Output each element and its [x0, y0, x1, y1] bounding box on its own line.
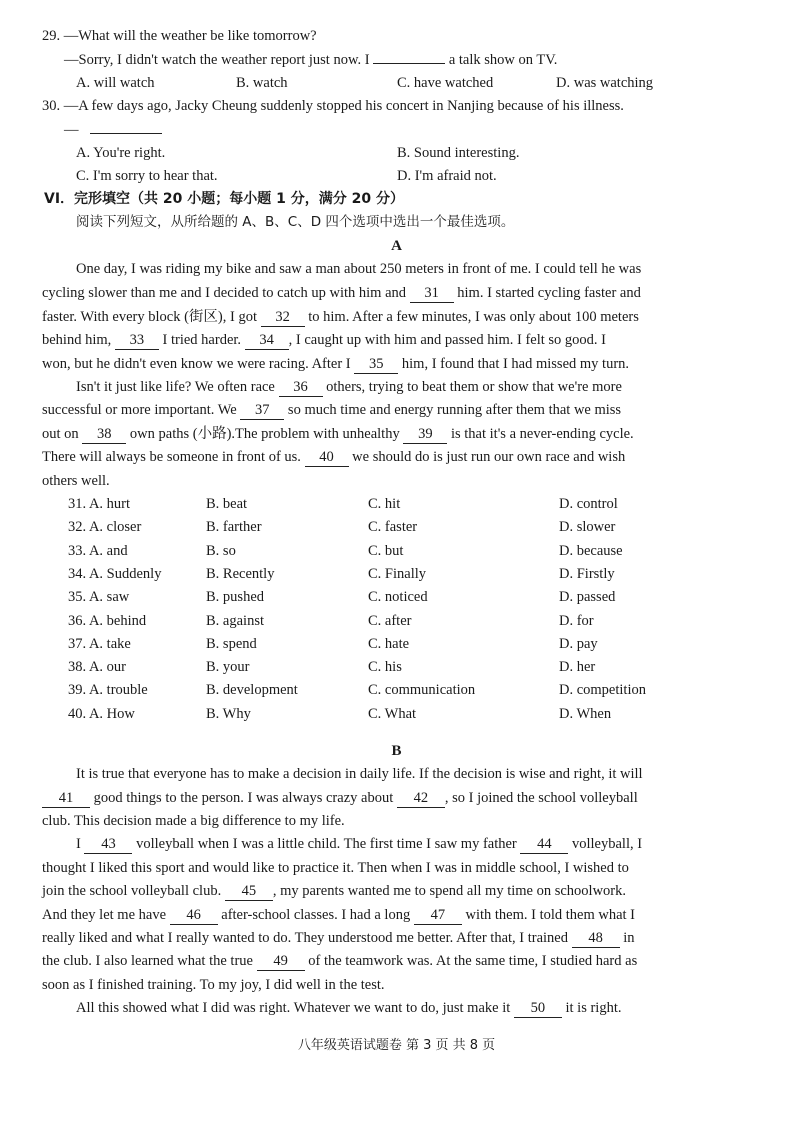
passage-text: to him. After a few minutes, I was only about 100 meters [304, 309, 639, 325]
numbered-blank[interactable]: 42 [397, 790, 445, 808]
choice-option-a[interactable]: 39. A. trouble [68, 682, 148, 699]
choice-option-c[interactable]: C. hate [368, 635, 410, 652]
passage-text: volleyball, I [568, 836, 643, 852]
choice-option-a[interactable]: 35. A. saw [68, 589, 130, 606]
passage-text: good things to the person. I was always crazy about [90, 790, 397, 806]
passage-text: join the school volleyball club. [42, 883, 225, 899]
choice-option-b[interactable]: B. your [206, 659, 250, 676]
passage-text: others well. [42, 473, 110, 489]
choice-option-b[interactable]: B. against [206, 612, 264, 629]
passage-line [42, 858, 629, 878]
numbered-blank[interactable]: 31 [410, 285, 454, 303]
numbered-blank[interactable]: 50 [514, 1000, 562, 1018]
choice-option-c[interactable]: C. faster [368, 519, 418, 536]
passage-line [42, 951, 637, 971]
choice-option-c[interactable]: C. noticed [368, 589, 428, 606]
passage-text: won, but he didn't even know we were racing. After I [42, 356, 355, 372]
numbered-blank[interactable]: 40 [305, 449, 349, 467]
q30-prompt: 30. —A few days ago, Jacky Cheung suddenly stopped his concert in Nanjing because of his illness. [42, 98, 624, 114]
choice-option-b[interactable]: B. development [206, 682, 298, 699]
choice-option-d[interactable]: D. because [559, 542, 623, 559]
numbered-blank[interactable]: 34 [245, 332, 289, 350]
numbered-blank[interactable]: 47 [414, 907, 462, 925]
answer-blank[interactable] [90, 133, 162, 134]
choice-option-b[interactable]: B. spend [206, 635, 257, 652]
passage-line [42, 424, 634, 444]
passage-text: club. This decision made a big difference to my life. [42, 813, 345, 829]
choice-option-b[interactable]: B. farther [206, 519, 262, 536]
passage-a-label: A [391, 238, 402, 254]
choice-option-d[interactable]: D. passed [559, 589, 616, 606]
choice-option-a[interactable]: 31. A. hurt [68, 496, 131, 512]
choice-option-c[interactable]: C. but [368, 542, 404, 559]
passage-text: There will always be someone in front of us. [42, 449, 305, 465]
passage-line [42, 354, 629, 374]
page-footer: 八年级英语试题卷 第 3 页 共 8 页 [297, 1038, 496, 1053]
choice-option-c[interactable]: C. What [368, 705, 417, 722]
passage-text: thought I liked this sport and would like to practice it. Then when I was in middle school, I wished to [42, 860, 629, 876]
passage-line [42, 307, 639, 327]
choice-option-c[interactable]: C. his [368, 659, 402, 676]
choice-option-c[interactable]: C. hit [368, 496, 401, 512]
passage-text: others, trying to beat them or show that we're more [322, 379, 622, 395]
passage-text: I [76, 836, 85, 852]
numbered-blank[interactable]: 33 [115, 332, 159, 350]
passage-text: soon as I finished training. To my joy, I did well in the test. [42, 977, 385, 993]
passage-text: It is true that everyone has to make a decision in daily life. If the decision is wise and right, it will [76, 766, 643, 782]
q29-option-c[interactable]: C. have watched [397, 75, 494, 91]
q30-option-c[interactable]: C. I'm sorry to hear that. [76, 168, 218, 184]
passage-text: so much time and energy running after them that we miss [284, 402, 622, 418]
passage-line [42, 788, 638, 808]
choice-option-d[interactable]: D. control [559, 496, 618, 512]
passage-text: cycling slower than me and I decided to catch up with him and [42, 285, 410, 301]
passage-line [76, 998, 622, 1018]
choice-option-d[interactable]: D. pay [559, 635, 598, 652]
choice-option-b[interactable]: B. pushed [206, 589, 264, 606]
numbered-blank[interactable]: 37 [240, 402, 284, 420]
passage-line [42, 471, 110, 491]
numbered-blank[interactable]: 43 [84, 836, 132, 854]
passage-text: , I caught up with him and passed him. I felt so good. I [288, 332, 607, 348]
passage-text: with them. I told them what I [461, 907, 636, 923]
choice-option-d[interactable]: D. for [559, 612, 594, 629]
passage-line [42, 975, 385, 995]
section-title: VI．完形填空（共 20 小题；每小题 1 分，满分 20 分） [44, 191, 404, 207]
passage-text: is that it's a never-ending cycle. [447, 426, 634, 442]
passage-text: One day, I was riding my bike and saw a man about 250 meters in front of me. I could tell he was [76, 261, 642, 277]
q30-answer-line [64, 120, 162, 140]
q29-prompt: 29. —What will the weather be like tomorrow? [42, 28, 317, 44]
passage-text: Isn't it just like life? We often race [76, 379, 279, 395]
passage-line [76, 834, 642, 854]
choice-option-a[interactable]: 37. A. take [68, 635, 131, 652]
choice-option-a[interactable]: 34. A. Suddenly [68, 565, 162, 582]
passage-text: behind him, [42, 332, 115, 348]
passage-line [76, 259, 641, 279]
q29-line2-part1: —Sorry, I didn't watch the weather report just now. I [64, 52, 370, 68]
passage-line [76, 377, 622, 397]
numbered-blank[interactable]: 36 [279, 379, 323, 397]
numbered-blank[interactable]: 32 [261, 309, 305, 327]
numbered-blank[interactable]: 48 [572, 930, 620, 948]
passage-line [42, 330, 606, 350]
q30-dash: — [64, 122, 79, 138]
answer-blank[interactable] [373, 63, 445, 64]
passage-text: after-school classes. I had a long [217, 907, 414, 923]
q29-line2-part2: a talk show on TV. [448, 52, 558, 68]
choice-option-c[interactable]: C. Finally [368, 565, 427, 582]
choice-option-d[interactable]: D. slower [559, 519, 616, 536]
passage-line [42, 811, 345, 831]
q29-option-d[interactable]: D. was watching [556, 75, 654, 91]
passage-text: really liked and what I really wanted to do. They understood me better. After that, I trained [42, 930, 572, 946]
passage-text: of the teamwork was. At the same time, I studied hard as [304, 953, 638, 969]
choice-option-a[interactable]: 32. A. closer [68, 519, 142, 536]
passage-text: And they let me have [42, 907, 170, 923]
numbered-blank[interactable]: 35 [354, 356, 398, 374]
passage-line [42, 283, 641, 303]
passage-text: the club. I also learned what the true [42, 953, 257, 969]
section-instruction: 阅读下列短文，从所给题的 A、B、C、D 四个选项中选出一个最佳选项。 [76, 214, 515, 230]
passage-text: him. I started cycling faster and [453, 285, 641, 301]
choice-option-b[interactable]: B. so [206, 542, 236, 559]
passage-text: out on [42, 426, 83, 442]
numbered-blank[interactable]: 45 [225, 883, 273, 901]
passage-text: All this showed what I did was right. Whatever we want to do, just make it [76, 1000, 514, 1016]
q29-option-a[interactable]: A. will watch [76, 75, 155, 91]
passage-text: I tried harder. [158, 332, 245, 348]
passage-text: , my parents wanted me to spend all my time on schoolwork. [272, 883, 627, 899]
passage-text: successful or more important. We [42, 402, 241, 418]
passage-line [42, 928, 635, 948]
choice-option-c[interactable]: C. communication [368, 682, 476, 699]
q30-option-b[interactable]: B. Sound interesting. [397, 145, 520, 161]
passage-line [42, 905, 635, 925]
choice-option-d[interactable]: D. competition [559, 682, 646, 699]
choice-option-a[interactable]: 33. A. and [68, 542, 128, 559]
q30-option-a[interactable]: A. You're right. [76, 145, 166, 161]
passage-text: it is right. [561, 1000, 622, 1016]
passage-text: , so I joined the school volleyball [444, 790, 638, 806]
passage-text: we should do is just run our own race and wish [348, 449, 626, 465]
passage-b-label: B [391, 743, 402, 759]
choice-option-a[interactable]: 40. A. How [68, 705, 135, 722]
passage-text: in [619, 930, 635, 946]
q29-option-b[interactable]: B. watch [236, 75, 288, 91]
choice-option-d[interactable]: D. Firstly [559, 565, 615, 582]
numbered-blank[interactable]: 46 [170, 907, 218, 925]
passage-text: faster. With every block (街区), I got [42, 309, 261, 325]
choice-option-d[interactable]: D. her [559, 659, 596, 676]
numbered-blank[interactable]: 41 [42, 790, 90, 808]
choice-option-b[interactable]: B. Why [206, 705, 251, 722]
q29-line2 [64, 50, 557, 70]
choice-option-a[interactable]: 36. A. behind [68, 612, 147, 629]
choice-option-b[interactable]: B. Recently [206, 565, 275, 582]
choice-option-d[interactable]: D. When [559, 705, 612, 722]
numbered-blank[interactable]: 38 [82, 426, 126, 444]
numbered-blank[interactable]: 49 [257, 953, 305, 971]
passage-line [42, 400, 621, 420]
passage-text: own paths (小路).The problem with unhealthy [126, 426, 404, 442]
passage-text: him, I found that I had missed my turn. [398, 356, 630, 372]
choice-option-a[interactable]: 38. A. our [68, 659, 126, 676]
passage-line [42, 881, 626, 901]
passage-line [42, 447, 625, 467]
passage-line [76, 764, 643, 784]
numbered-blank[interactable]: 39 [403, 426, 447, 444]
choice-option-b[interactable]: B. beat [206, 496, 248, 512]
passage-text: volleyball when I was a little child. The first time I saw my father [132, 836, 521, 852]
numbered-blank[interactable]: 44 [520, 836, 568, 854]
q30-option-d[interactable]: D. I'm afraid not. [397, 168, 497, 184]
choice-option-c[interactable]: C. after [368, 612, 412, 629]
